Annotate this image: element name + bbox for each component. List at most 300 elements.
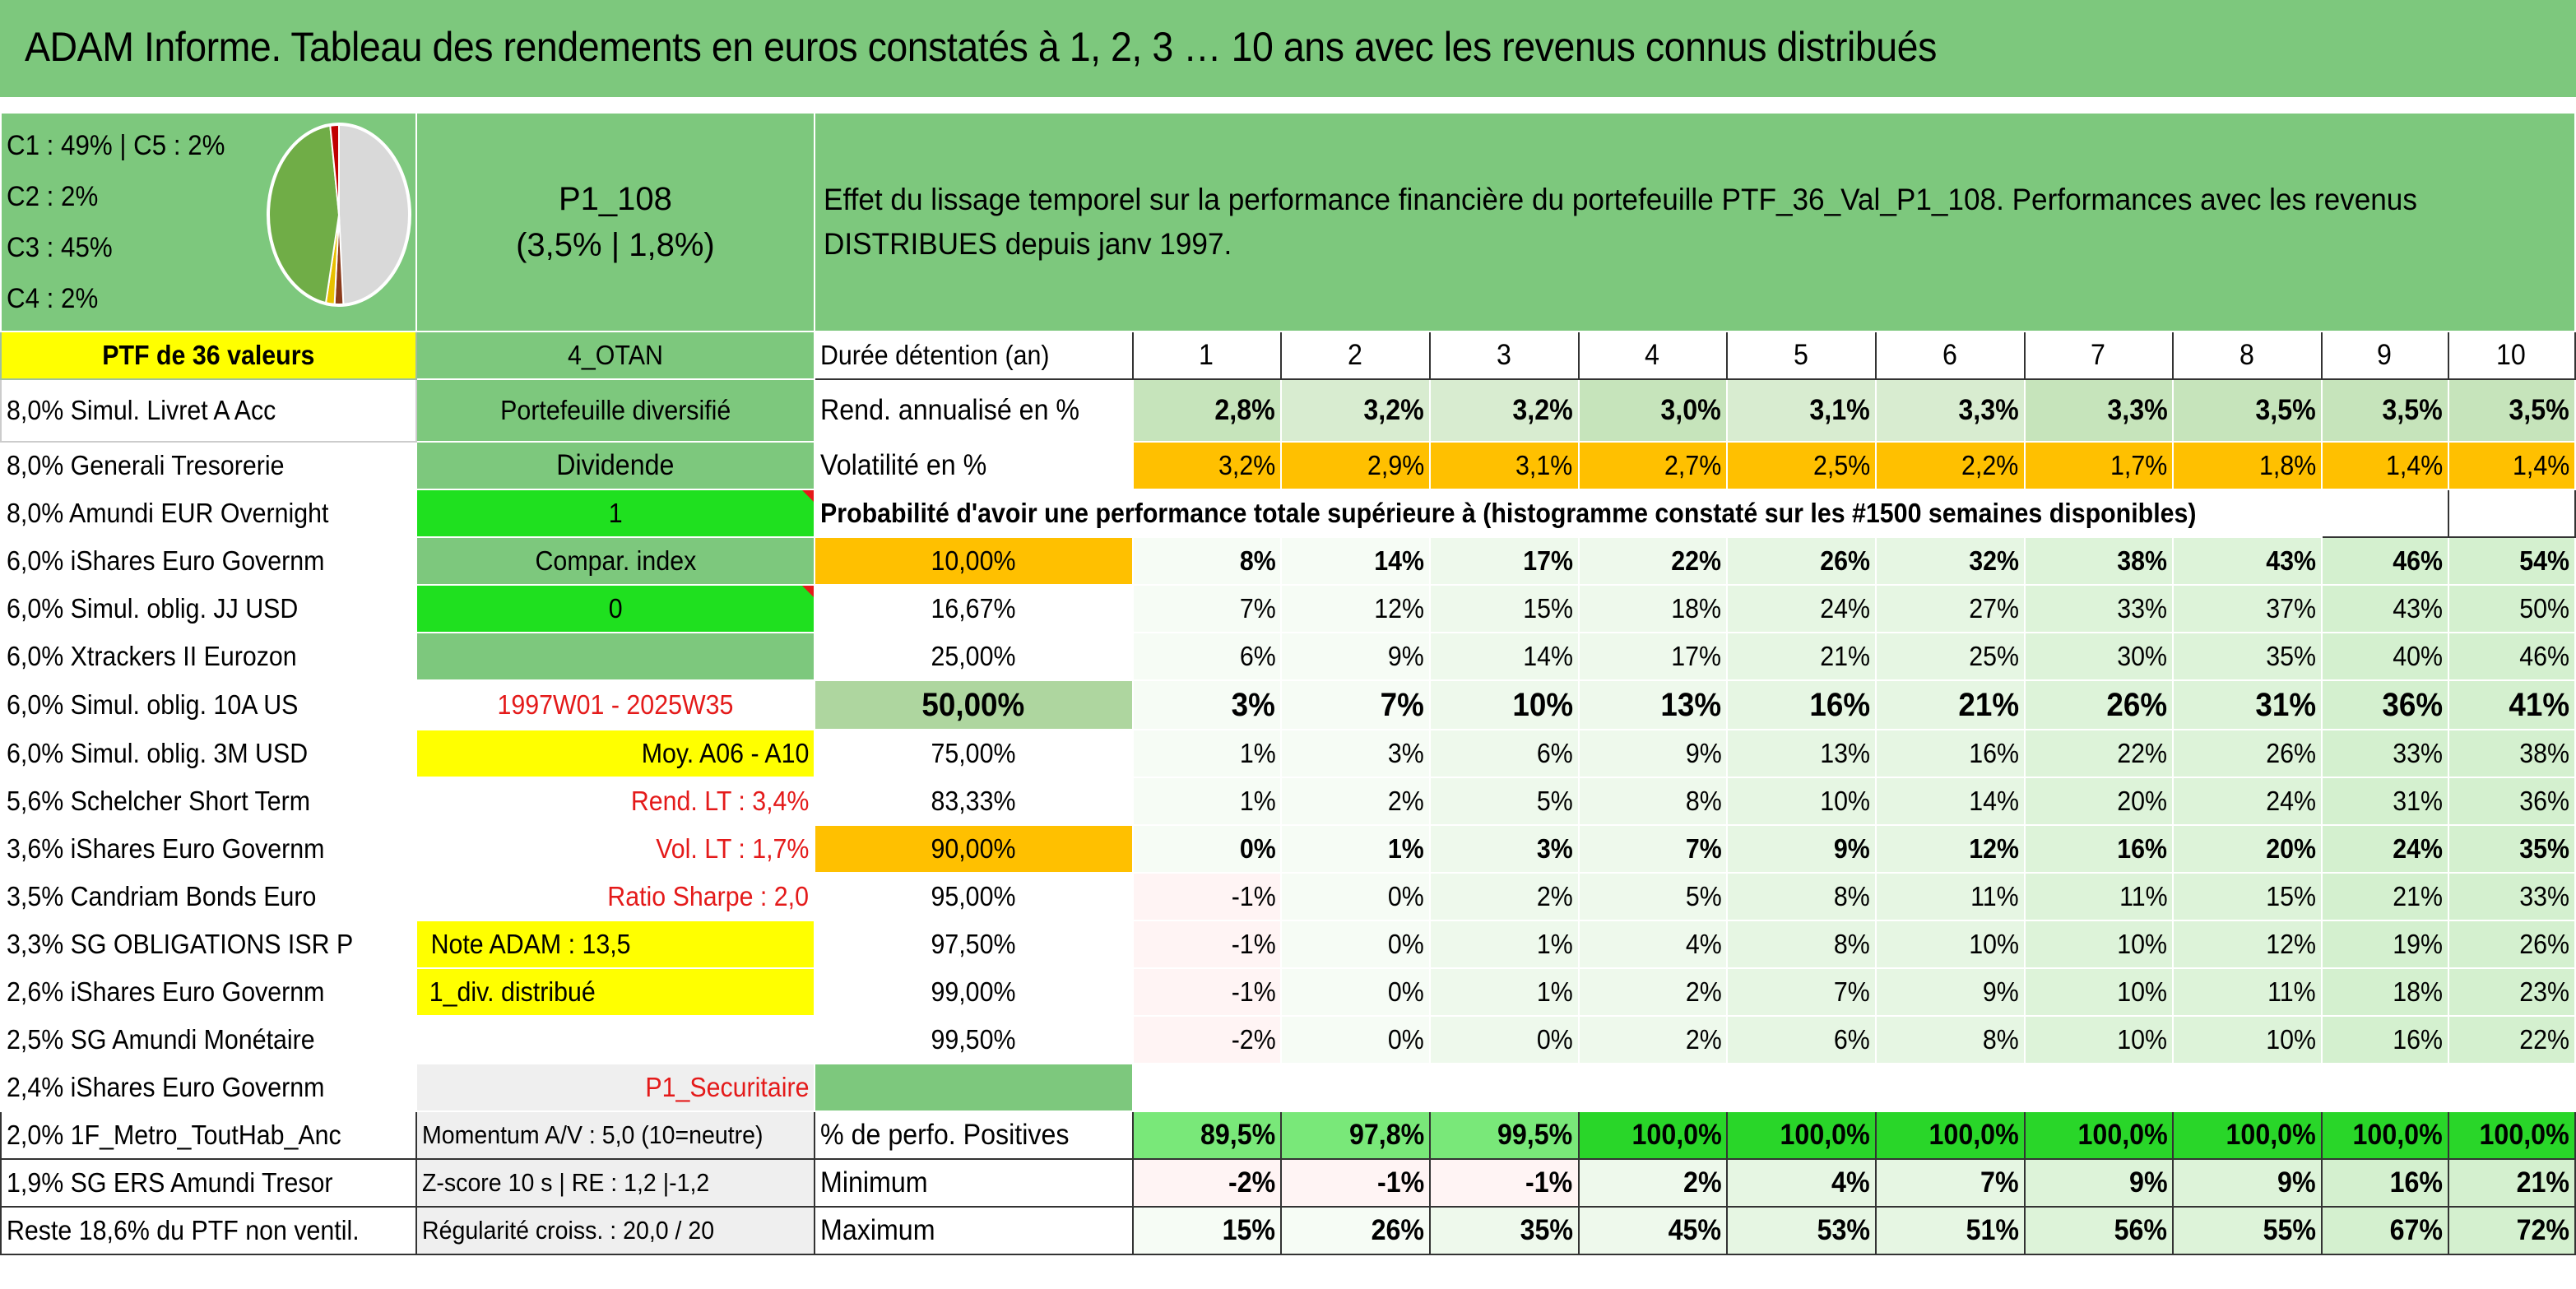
vol-value-text: 1,4% (2385, 449, 2443, 480)
moy-label-text: Moy. A06 - A10 (641, 737, 810, 768)
year-header-text: 3 (1496, 338, 1511, 371)
proba-value (1579, 633, 1728, 680)
minimum-value-text: 4% (1831, 1166, 1870, 1199)
positives-value-text: 97,8% (1348, 1118, 1424, 1151)
pie-slice-c3 (268, 125, 339, 304)
rend-value (2322, 379, 2448, 442)
div-label (416, 968, 815, 1016)
proba-value-text: -1% (1231, 928, 1276, 959)
table-row (1, 1159, 2575, 1207)
proba-value (2322, 1016, 2448, 1064)
row-label (815, 1207, 1132, 1254)
portfolio-code-sub: (3,5% | 1,8%) (516, 227, 715, 263)
rend-value (1430, 379, 1579, 442)
proba-value (2448, 585, 2575, 633)
vol-value (2173, 442, 2322, 489)
proba-value-text: 12% (2266, 928, 2317, 959)
proba-value-text: 10% (2266, 1023, 2317, 1055)
holding-item (1, 489, 416, 537)
maximum-value-text: 53% (1817, 1213, 1870, 1246)
legend-item-text: C2 : 2% (7, 181, 99, 212)
proba-value-text: 2% (1685, 1023, 1722, 1055)
empty-cell (416, 1016, 815, 1064)
proba-value-text: 10% (2117, 1023, 2168, 1055)
rend-value (1133, 379, 1282, 442)
positives-value (1876, 1111, 2025, 1159)
rend-value-text: 3,3% (2106, 393, 2168, 426)
proba-value (2322, 585, 2448, 633)
proba-value (1430, 633, 1579, 680)
proba-value-text: 18% (1671, 592, 1722, 624)
threshold-value (815, 537, 1132, 585)
empty-cell (2025, 1064, 2174, 1111)
proba-value-text: 0% (1239, 832, 1276, 864)
maximum-value-text: 45% (1668, 1213, 1722, 1246)
proba-value (1727, 585, 1876, 633)
proba-value-text: 8% (1982, 1023, 2019, 1055)
holding-item (1, 1016, 416, 1064)
proba-value (2025, 730, 2174, 777)
year-header-text: 10 (2495, 338, 2526, 371)
proba-value-text: 21% (1957, 687, 2019, 723)
proba-value-text: 41% (2509, 687, 2569, 723)
year-header-text: 2 (1347, 338, 1362, 371)
table-row (1, 920, 2575, 968)
proba-value (1727, 730, 1876, 777)
positives-value-text: 100,0% (2479, 1118, 2569, 1151)
proba-value (1727, 777, 1876, 825)
threshold-value-text: 25,00% (931, 640, 1016, 671)
year-header (2025, 332, 2174, 379)
proba-value-text: 7% (1239, 592, 1276, 624)
holding-item-text: 3,6% iShares Euro Governm (7, 832, 325, 864)
proba-value-text: 25% (1968, 640, 2019, 671)
proba-value (1133, 873, 1282, 920)
positives-value-text: 100,0% (1780, 1118, 1870, 1151)
minimum-value (1281, 1159, 1430, 1207)
proba-value (2322, 537, 2448, 585)
maximum-value (2322, 1207, 2448, 1254)
holding-item (1, 1064, 416, 1111)
proba-value (1281, 873, 1430, 920)
table-row (1, 680, 2575, 730)
vol-value (2025, 442, 2174, 489)
maximum-value (1430, 1207, 1579, 1254)
positives-value (2025, 1111, 2174, 1159)
rend-value (2173, 379, 2322, 442)
row-label (815, 1159, 1132, 1207)
proba-value-text: 2% (1388, 785, 1424, 816)
proba-value-text: 38% (2117, 545, 2168, 576)
proba-value-text: 46% (2519, 640, 2569, 671)
proba-value-text: 16% (2393, 1023, 2443, 1055)
proba-value-text: 21% (2393, 880, 2443, 911)
table-row (1, 1016, 2575, 1064)
proba-value-text: 13% (1820, 737, 1870, 768)
table-row (1, 489, 2575, 537)
holding-item-text: 6,0% Simul. oblig. 10A US (7, 689, 299, 720)
proba-value (1133, 920, 1282, 968)
proba-value (1727, 680, 1876, 730)
proba-value-text: 16% (1968, 737, 2019, 768)
proba-value-text: 9% (1982, 976, 2019, 1007)
table-row (1, 873, 2575, 920)
proba-value-text: 24% (2266, 785, 2317, 816)
threshold-value (815, 777, 1132, 825)
proba-value (1876, 777, 2025, 825)
maximum-value-text: 55% (2263, 1213, 2317, 1246)
proba-value-text: 20% (2117, 785, 2168, 816)
maximum-value-text: 15% (1222, 1213, 1276, 1246)
table-row (1, 825, 2575, 873)
proba-value-text: 33% (2393, 737, 2443, 768)
proba-value (1133, 633, 1282, 680)
table-row (1, 730, 2575, 777)
rend-value-text: 3,5% (2255, 393, 2317, 426)
proba-value (1579, 680, 1728, 730)
holding-item (1, 730, 416, 777)
proba-value (2322, 680, 2448, 730)
rend-value (1281, 379, 1430, 442)
threshold-value-text: 16,67% (931, 592, 1016, 624)
proba-value-text: 9% (1834, 832, 1870, 864)
proba-value (1430, 968, 1579, 1016)
vol-value-text: 1,8% (2258, 449, 2317, 480)
minimum-value-text: 9% (2128, 1166, 2168, 1199)
proba-value (2025, 537, 2174, 585)
threshold-value (815, 633, 1132, 680)
proba-value-text: 3% (1388, 737, 1424, 768)
proba-value-text: 14% (1522, 640, 1573, 671)
empty-cell (2173, 1064, 2322, 1111)
minimum-value-text: 7% (1980, 1166, 2019, 1199)
holding-item (1, 1159, 416, 1207)
proba-value-text: 8% (1834, 880, 1870, 911)
proba-value-text: 30% (2117, 640, 2168, 671)
zero-cell-text: 0 (608, 592, 623, 624)
threshold-value (815, 730, 1132, 777)
proba-value (1727, 968, 1876, 1016)
period-label (416, 680, 815, 730)
portfolio-code-cell (416, 113, 815, 332)
proba-value (2173, 920, 2322, 968)
proba-value (1133, 825, 1282, 873)
proba-value (2025, 585, 2174, 633)
holding-item (1, 1111, 416, 1159)
holding-item-text: Reste 18,6% du PTF non ventil. (7, 1214, 360, 1245)
vol-value-text: 2,2% (1961, 449, 2019, 480)
rend-value (2448, 379, 2575, 442)
proba-value (1876, 585, 2025, 633)
proba-value (2322, 920, 2448, 968)
maximum-value (2173, 1207, 2322, 1254)
positives-value (1133, 1111, 1282, 1159)
volatilite-label-text: Volatilité en % (820, 448, 987, 481)
stat-label (416, 1207, 815, 1254)
proba-value-text: 11% (2119, 880, 2168, 911)
table-row (1, 633, 2575, 680)
compar-index (416, 537, 815, 585)
proba-value-text: 16% (1809, 687, 1870, 723)
year-header (2173, 332, 2322, 379)
proba-value (1579, 920, 1728, 968)
rend-lt-text: Rend. LT : 3,4% (630, 785, 810, 816)
rend-value (1876, 379, 2025, 442)
proba-value-text: 15% (2266, 880, 2317, 911)
table-row (1, 585, 2575, 633)
holding-item (1, 442, 416, 489)
proba-value (2173, 1016, 2322, 1064)
proba-value (1727, 920, 1876, 968)
proba-value-text: 35% (2266, 640, 2317, 671)
proba-value (1281, 680, 1430, 730)
holding-item-text: 3,3% SG OBLIGATIONS ISR P (7, 928, 354, 959)
rend-value-text: 3,5% (2509, 393, 2569, 426)
proba-value (2448, 730, 2575, 777)
table-row (1, 332, 2575, 379)
vol-value (1579, 442, 1728, 489)
holding-item-text: 1,9% SG ERS Amundi Tresor (7, 1166, 333, 1198)
maximum-value-text: 67% (2389, 1213, 2443, 1246)
proba-value (1430, 825, 1579, 873)
proba-value (1133, 1016, 1282, 1064)
positives-value (1727, 1111, 1876, 1159)
proba-value (2173, 968, 2322, 1016)
holding-item (1, 1207, 416, 1254)
holding-item-text: 6,0% iShares Euro Governm (7, 545, 325, 576)
proba-value (1430, 1016, 1579, 1064)
holding-item (1, 968, 416, 1016)
proba-value (1430, 537, 1579, 585)
table-row (1, 113, 2575, 332)
maximum-value (2448, 1207, 2575, 1254)
positives-value-text: 89,5% (1200, 1118, 1276, 1151)
proba-value-text: 20% (2266, 832, 2317, 864)
table-row (1, 1207, 2575, 1254)
comment-marker-icon (802, 586, 814, 597)
dividende-label-text: Dividende (556, 448, 675, 481)
proba-value (1133, 968, 1282, 1016)
proba-value-text: 40% (2393, 640, 2443, 671)
proba-value (2448, 825, 2575, 873)
proba-value-text: 15% (1522, 592, 1573, 624)
proba-value (1727, 1016, 1876, 1064)
proba-value (1281, 968, 1430, 1016)
proba-value (1579, 585, 1728, 633)
vol-value (1133, 442, 1282, 489)
proba-value (1430, 585, 1579, 633)
otan-label-text: 4_OTAN (567, 339, 663, 370)
proba-value-text: 5% (1536, 785, 1573, 816)
minimum-value (2025, 1159, 2174, 1207)
rend-value (1579, 379, 1728, 442)
holding-item-text: 8,0% Simul. Livret A Acc (7, 394, 276, 425)
note-adam (416, 920, 815, 968)
proba-value-text: 9% (1388, 640, 1424, 671)
table-row (1, 442, 2575, 489)
proba-value-text: 26% (1820, 545, 1870, 576)
minimum-value-text: 21% (2516, 1166, 2569, 1199)
proba-value (1727, 873, 1876, 920)
year-header-text: 6 (1942, 338, 1957, 371)
year-header (2448, 332, 2575, 379)
moy-label (416, 730, 815, 777)
performance-table (0, 112, 2576, 1255)
div-label-text: 1_div. distribué (429, 976, 596, 1007)
proba-value-text: 3% (1232, 687, 1276, 723)
proba-value (1133, 730, 1282, 777)
proba-value-text: 7% (1380, 687, 1424, 723)
minimum-value (2448, 1159, 2575, 1207)
proba-value (1579, 1016, 1728, 1064)
vol-value (1727, 442, 1876, 489)
maximum-value (1579, 1207, 1728, 1254)
proba-value (1727, 537, 1876, 585)
proba-value (2173, 825, 2322, 873)
proba-value (2322, 825, 2448, 873)
ptf-count (1, 332, 416, 379)
proba-value-text: 27% (1968, 592, 2019, 624)
table-row (1, 379, 2575, 442)
proba-value (1430, 873, 1579, 920)
maximum-value-text: 56% (2114, 1213, 2168, 1246)
positives-value (2173, 1111, 2322, 1159)
threshold-value (815, 968, 1132, 1016)
proba-value-text: 13% (1660, 687, 1722, 723)
year-header (1876, 332, 2025, 379)
proba-title-text: Probabilité d'avoir une performance totale supérieure à (histogramme constaté sur les #1500 semaines disponibles) (820, 497, 2197, 528)
holding-item (1, 379, 416, 442)
vol-value-text: 2,9% (1367, 449, 1424, 480)
year-header-text: 7 (2091, 338, 2106, 371)
vol-value (1876, 442, 2025, 489)
proba-value (1133, 537, 1282, 585)
pie-slice-c1 (339, 124, 410, 305)
proba-value (2025, 680, 2174, 730)
vol-value-text: 1,4% (2512, 449, 2569, 480)
positives-value-text: 100,0% (1631, 1118, 1722, 1151)
proba-value-text: 2% (1685, 976, 1722, 1007)
proba-value (1281, 537, 1430, 585)
proba-value-text: 22% (1671, 545, 1722, 576)
minimum-value (1430, 1159, 1579, 1207)
diversifie-label-text: Portefeuille diversifié (499, 394, 731, 425)
proba-value (1876, 1016, 2025, 1064)
proba-value (1579, 825, 1728, 873)
proba-value-text: 17% (1671, 640, 1722, 671)
table-row (1, 1111, 2575, 1159)
proba-value-text: 33% (2117, 592, 2168, 624)
proba-value-text: 19% (2393, 928, 2443, 959)
maximum-value-text: 35% (1520, 1213, 1573, 1246)
table-row (1, 777, 2575, 825)
empty-cell (2448, 1064, 2575, 1111)
year-header-text: 5 (1793, 338, 1808, 371)
proba-value (1133, 585, 1282, 633)
proba-value-text: 9% (1685, 737, 1722, 768)
maximum-value (2025, 1207, 2174, 1254)
table-row (1, 1064, 2575, 1111)
proba-value (1281, 585, 1430, 633)
proba-value (2448, 968, 2575, 1016)
empty-cell (1133, 1064, 1282, 1111)
rend-value-text: 3,0% (1660, 393, 1722, 426)
proba-value-text: 26% (2266, 737, 2317, 768)
holding-item-text: 8,0% Generali Tresorerie (7, 449, 285, 480)
positives-value-text: 100,0% (2226, 1118, 2317, 1151)
proba-value-text: 26% (2106, 687, 2168, 723)
year-header (1579, 332, 1728, 379)
vol-value (1430, 442, 1579, 489)
threshold-value (815, 585, 1132, 633)
rend-value (1727, 379, 1876, 442)
proba-value-text: 0% (1388, 928, 1424, 959)
threshold-value-text: 97,50% (931, 928, 1016, 959)
proba-value-text: 10% (2117, 928, 2168, 959)
proba-value-text: 36% (2382, 687, 2443, 723)
positives-value (1579, 1111, 1728, 1159)
maximum-value (1133, 1207, 1282, 1254)
year-header-text: 8 (2239, 338, 2254, 371)
proba-value-text: 3% (1536, 832, 1573, 864)
proba-value-text: 2% (1536, 880, 1573, 911)
proba-value (2322, 968, 2448, 1016)
proba-value-text: 16% (2117, 832, 2168, 864)
vol-value (2322, 442, 2448, 489)
row-label-text: % de perfo. Positives (820, 1118, 1070, 1151)
ptf-count-text: PTF de 36 valeurs (102, 339, 315, 370)
proba-value (1727, 825, 1876, 873)
row-label-text: Maximum (820, 1213, 935, 1246)
holding-item-text: 6,0% Simul. oblig. JJ USD (7, 592, 299, 624)
proba-value-text: 17% (1522, 545, 1573, 576)
proba-value-text: 6% (1834, 1023, 1870, 1055)
maximum-value-text: 26% (1371, 1213, 1424, 1246)
empty-cell (2322, 1064, 2448, 1111)
proba-value (2322, 873, 2448, 920)
vol-lt (416, 825, 815, 873)
positives-value-text: 100,0% (2352, 1118, 2443, 1151)
proba-value-text: 1% (1536, 928, 1573, 959)
proba-value-text: 10% (1968, 928, 2019, 959)
positives-value (2322, 1111, 2448, 1159)
positives-value (1430, 1111, 1579, 1159)
threshold-value-text: 90,00% (931, 832, 1016, 864)
proba-value-text: 11% (1970, 880, 2019, 911)
dividende-label (416, 442, 815, 489)
proba-value (2173, 585, 2322, 633)
proba-value (1281, 825, 1430, 873)
pie-legend-cell (1, 113, 416, 332)
row-label-text: Minimum (820, 1166, 928, 1199)
proba-value-text: 37% (2266, 592, 2317, 624)
proba-value (1430, 680, 1579, 730)
proba-value (2025, 968, 2174, 1016)
rend-label-text: Rend. annualisé en % (820, 393, 1080, 426)
year-header (1281, 332, 1430, 379)
empty-cell (1281, 1064, 1430, 1111)
rend-value-text: 2,8% (1214, 393, 1276, 426)
stat-label-text: Régularité croiss. : 20,0 / 20 (421, 1215, 714, 1245)
proba-value (1579, 730, 1728, 777)
proba-value-text: 38% (2519, 737, 2569, 768)
portfolio-code: P1_108 (558, 181, 672, 217)
empty-cell (1876, 1064, 2025, 1111)
vol-value-text: 3,1% (1515, 449, 1573, 480)
proba-value (1430, 730, 1579, 777)
page-title: ADAM Informe. Tableau des rendements en euros constatés à 1, 2, 3 … 10 ans avec les revenus connus distribués (25, 24, 1937, 70)
proba-value (2173, 633, 2322, 680)
